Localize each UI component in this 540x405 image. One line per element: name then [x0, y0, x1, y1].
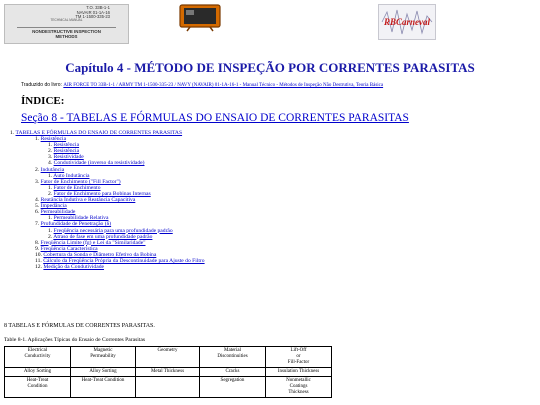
section-heading: 8 TABELAS E FÓRMULAS DE CORRENTES PARASITAS. [4, 323, 155, 329]
toc-link[interactable]: Resistência [53, 148, 80, 155]
toc-item-number: 7. [35, 221, 41, 228]
table-cell: Alloy Sorting [5, 368, 71, 377]
toc-item-number: 1. [48, 227, 54, 234]
toc-link[interactable]: Atraso de fase em uma profundidade padrão [53, 233, 153, 240]
credit-prefix: Traduzido do livro: [21, 82, 64, 88]
toc-item [0, 130, 205, 136]
table-row [5, 377, 332, 398]
toc-item-number: 11. [35, 257, 44, 264]
cover-divider [17, 27, 116, 28]
toc-link[interactable]: Resistividade [53, 154, 84, 161]
toc-link[interactable]: Fator de Enchimento [53, 184, 101, 191]
table-cell: Metal Thickness [136, 368, 200, 377]
cover-ids: T.O. 33B-1-1 NAVAIR 01-1A-16 TM 1-1500-335-23 [75, 5, 110, 20]
toc-item-number: 1. [35, 136, 41, 143]
table-cell [136, 377, 200, 398]
toc-link[interactable]: Auto Indutância [53, 172, 90, 179]
toc-link[interactable]: Freqüência Característica [40, 245, 98, 252]
table-cell: Segregation [200, 377, 266, 398]
table-cell: Heat-Treat Condition [5, 377, 71, 398]
table-cell: Magnetic Permeability [71, 347, 136, 368]
chapter-title: Capítulo 4 - MÉTODO DE INSPEÇÃO POR CORRENTES PARASITAS [65, 60, 475, 75]
toc-item-number: 2. [48, 233, 54, 240]
toc-link[interactable]: Resistência [40, 136, 67, 143]
toc-link[interactable]: Cálculo da Freqüência Própria da Descontinuidade para Ajuste do Filtro [43, 257, 205, 264]
toc-link[interactable]: Fator de Enchimento ("Fill Factor") [40, 178, 121, 185]
toc-link[interactable]: TABELAS E FÓRMULAS DO ENSAIO DE CORRENTES PARASITAS [15, 130, 183, 136]
toc-item [0, 264, 205, 270]
toc-link[interactable]: Fator de Enchimento para Bobinas Internas [53, 190, 151, 197]
toc-item-number: 9. [35, 245, 41, 252]
toc-item-number: 2. [48, 148, 54, 155]
table-cell: Insulation Thickness [266, 368, 332, 377]
cover-title: NONDESTRUCTIVE INSPECTION METHODS [32, 29, 101, 39]
table-cell: Heat-Treat Condition [71, 377, 136, 398]
applications-table [4, 346, 332, 398]
table-cell: Cracks [200, 368, 266, 377]
toc-item-number: 6. [35, 209, 41, 216]
toc-link[interactable]: Impedância [40, 203, 67, 210]
translation-credit [21, 82, 383, 88]
toc-link[interactable]: Reatância Indutiva e Reatância Capacitiva [40, 197, 136, 204]
toc-item-number: 2. [48, 190, 54, 197]
table-cell: Material Discontinuities [200, 347, 266, 368]
toc-link[interactable]: Profundidade de Penetração (δ) [40, 221, 112, 228]
table-cell: Electrical Conductivity [5, 347, 71, 368]
toc-item-number: 4. [35, 197, 41, 204]
table-row [5, 368, 332, 377]
toc-item-number: 5. [35, 203, 41, 210]
toc-link[interactable]: Cobertura da Sonda e Diâmetro Efetivo da Bobina [43, 251, 157, 258]
toc-item-number: 1. [48, 184, 54, 191]
table-cell: Lift-Off or Fill-Factor [266, 347, 332, 368]
section-8-link[interactable]: Seção 8 - TABELAS E FÓRMULAS DO ENSAIO DE CORRENTES PARASITAS [21, 112, 409, 124]
toc-item-number: 4. [48, 160, 54, 167]
table-cell: Geometry [136, 347, 200, 368]
manual-cover-image [4, 4, 129, 44]
index-title: ÍNDICE: [21, 95, 65, 107]
table-header-row [5, 347, 332, 368]
toc-item-number: 3. [48, 154, 54, 161]
table-cell: Nonmetallic Coatings Thickness [266, 377, 332, 398]
toc-item-number: 10. [35, 251, 44, 258]
table-of-contents [0, 130, 205, 270]
toc-link[interactable]: Freqüência Limite (fg) e Lei da "Similaridade" [40, 239, 146, 246]
toc-item-number: 3. [35, 178, 41, 185]
toc-item-number: 1. [48, 142, 54, 149]
toc-link[interactable]: Permeabilidade Relativa [53, 215, 109, 222]
toc-link[interactable]: Medição da Condutividade [43, 264, 104, 271]
toc-link[interactable]: Condutividade (inverso da resistividade) [53, 160, 145, 167]
tv-icon [178, 2, 222, 32]
toc-item-number: 12. [35, 264, 44, 271]
table-cell: Alloy Sorting [71, 368, 136, 377]
table-caption: Table 8-1. Aplicações Típicas do Ensaio de Correntes Parasitas [4, 337, 146, 343]
toc-link[interactable]: Freqüência necessária para uma profundidade padrão [53, 227, 173, 234]
toc-item-number: 8. [35, 239, 41, 246]
toc-list [0, 130, 205, 270]
cover-publisher: TECHNICAL MANUAL [50, 18, 83, 22]
toc-link[interactable]: Resistência [53, 142, 80, 149]
toc-item-number: 2. [35, 166, 41, 173]
applications-table-body [5, 347, 332, 398]
toc-link[interactable]: Indutância [40, 166, 65, 173]
toc-link[interactable]: Permeabilidade [40, 209, 76, 216]
toc-item-number: 1. [48, 215, 54, 222]
source-book-link[interactable]: AIR FORCE TO 33B-1-1 / ARMY TM 1-1500-335-23 / NAVY (NAVAIR) 01-1A-16-1 - Manual Técnico - Métodos de Inspeção Não Destrutiva, Teoria Básica [63, 83, 384, 88]
logo-text: RBCarneval [383, 17, 431, 27]
rbcarneval-logo [378, 4, 436, 40]
toc-item-number: 1. [48, 172, 54, 179]
toc-item-number: 1. [10, 130, 16, 136]
